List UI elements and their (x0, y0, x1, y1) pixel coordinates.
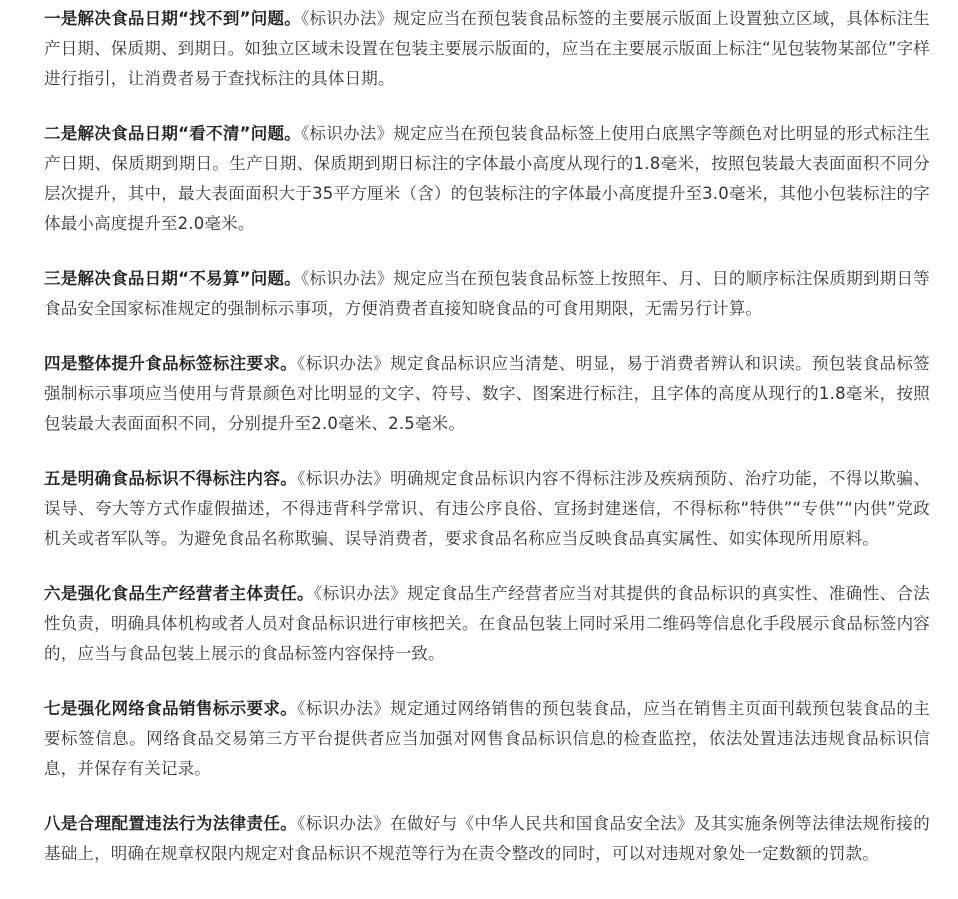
paragraph-lead: 六是强化食品生产经营者主体责任。 (44, 584, 315, 603)
paragraph-lead: 二是解决食品日期“看不清”问题。 (44, 124, 302, 143)
paragraph-lead: 七是强化网络食品销售标示要求。 (44, 699, 298, 718)
paragraph-text: 《标识办法》明确规定食品标识内容不得标注涉及疾病预防、治疗功能，不得以欺骗、误导、夸大等方式作虚假描述，不得违背科学常识、有违公序良俗、宣扬封建迷信，不得标称“特供”“专供”“内供”党政机关或者军队等。为避免食品名称欺骗、误导消费者，要求食品名称应当反映食品真实属性、如实体现所用原料。 (44, 469, 930, 548)
paragraph-lead: 三是解决食品日期“不易算”问题。 (44, 269, 302, 288)
paragraph-2 (44, 119, 930, 239)
paragraph-text: 《标识办法》规定应当在预包装食品标签的主要展示版面上设置独立区域，具体标注生产日期、保质期、到期日。如独立区域未设置在包装主要展示版面的，应当在主要展示版面上标注“见包装物某部位”字样进行指引，让消费者易于查找标注的具体日期。 (44, 9, 930, 88)
paragraph-text: 《标识办法》规定应当在预包装食品标签上使用白底黑字等颜色对比明显的形式标注生产日期、保质期到期日。生产日期、保质期到期日标注的字体最小高度从现行的1.8毫米，按照包装最大表面面积不同分层次提升，其中，最大表面面积大于35平方厘米（含）的包装标注的字体最小高度提升至3.0毫米，其他小包装标注的字体最小高度提升至2.0毫米。 (44, 124, 930, 233)
paragraph-text: 《标识办法》规定应当在预包装食品标签上按照年、月、日的顺序标注保质期到期日等食品安全国家标准规定的强制标示事项，方便消费者直接知晓食品的可食用期限，无需另行计算。 (44, 269, 930, 318)
paragraph-3 (44, 264, 930, 324)
paragraph-text: 《标识办法》规定食品生产经营者应当对其提供的食品标识的真实性、准确性、合法性负责，明确具体机构或者人员对食品标识进行审核把关。在食品包装上同时采用二维码等信息化手段展示食品标签内容的，应当与食品包装上展示的食品标签内容保持一致。 (44, 584, 930, 663)
paragraph-lead: 一是解决食品日期“找不到”问题。 (44, 9, 302, 28)
paragraph-7 (44, 694, 930, 784)
paragraph-6 (44, 579, 930, 669)
paragraph-text: 《标识办法》在做好与《中华人民共和国食品安全法》及其实施条例等法律法规衔接的基础上，明确在规章权限内规定对食品标识不规范等行为在责令整改的同时，可以对违规对象处一定数额的罚款。 (44, 814, 930, 863)
paragraph-lead: 五是明确食品标识不得标注内容。 (44, 469, 298, 488)
paragraph-text: 《标识办法》规定通过网络销售的预包装食品，应当在销售主页面刊载预包装食品的主要标签信息。网络食品交易第三方平台提供者应当加强对网售食品标识信息的检查监控，依法处置违法违规食品标识信息，并保存有关记录。 (44, 699, 930, 778)
paragraph-4 (44, 349, 930, 439)
paragraph-lead: 八是合理配置违法行为法律责任。 (44, 814, 298, 833)
paragraph-lead: 四是整体提升食品标签标注要求。 (44, 354, 298, 373)
paragraph-text: 《标识办法》规定食品标识应当清楚、明显，易于消费者辨认和识读。预包装食品标签强制标示事项应当使用与背景颜色对比明显的文字、符号、数字、图案进行标注，且字体的高度从现行的1.8毫米，按照包装最大表面面积不同，分别提升至2.0毫米、2.5毫米。 (44, 354, 930, 433)
paragraph-5 (44, 464, 930, 554)
paragraph-8 (44, 809, 930, 869)
paragraph-1 (44, 4, 930, 94)
